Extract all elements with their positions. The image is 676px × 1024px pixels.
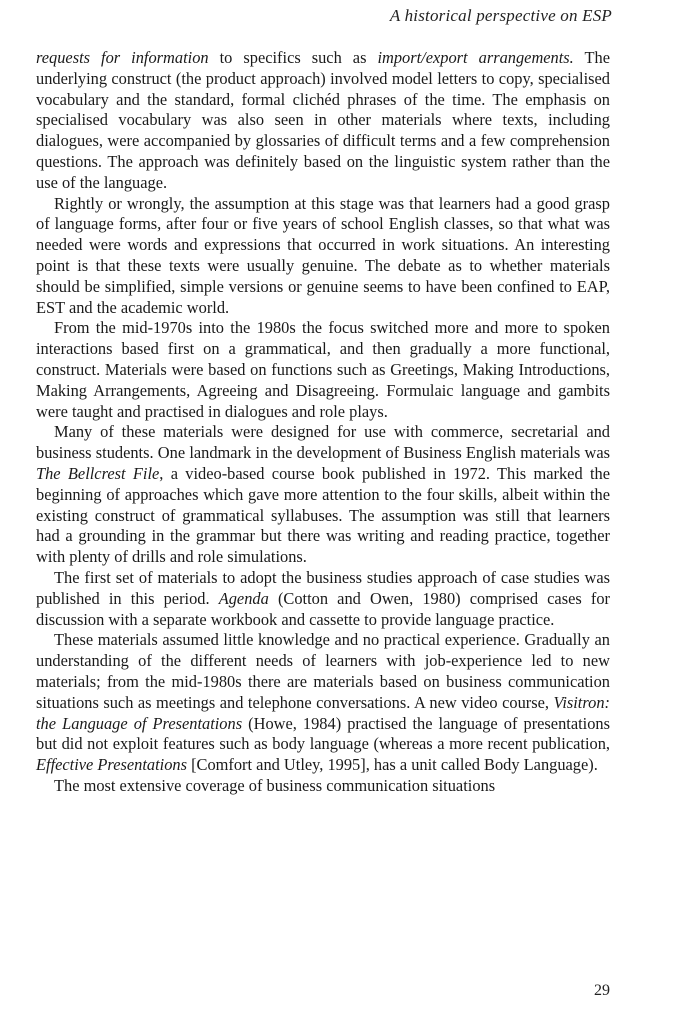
text-run: From the mid-1970s into the 1980s the focus switched more and more to spoken interactions based first on a grammatical, and then gradually a more functional, construct. Materials were based on functions such as Greetings, Making Introductions, Making Arrangements, Agreeing and Disagreeing. Formulaic language and gambits were taught and practised in dialogues and role plays.	[36, 318, 610, 421]
paragraph	[36, 776, 610, 797]
text-run-italic: The Bellcrest File	[36, 463, 160, 483]
text-run: , a video-based course book published in 1972. This marked the beginning of approaches which gave more attention to the four skills, albeit within the existing construct of grammatical syllabuses. The assumption was still that learners had a grounding in the grammar but there was writing and reading practice, together with plenty of drills and role simulations.	[36, 463, 611, 567]
paragraph	[36, 194, 610, 319]
text-run: to specifics such as	[208, 48, 378, 67]
text-run-italic: Effective Presentations	[36, 755, 187, 775]
text-run: The first set of materials to adopt the business studies approach of case studies was published in this period.	[36, 567, 610, 608]
paragraph	[36, 422, 610, 568]
text-run: [Comfort and Utley, 1995], has a unit called Body Language).	[186, 755, 598, 775]
paragraph	[36, 48, 610, 194]
text-run: The underlying construct (the product approach) involved model letters to copy, specialised vocabulary and the standard, formal clichéd phrases of the time. The emphasis on specialised vocabulary was also seen in other materials where texts, including dialogues, were accompanied by glossaries of difficult terms and a few comprehension questions. The approach was definitely based on the linguistic system rather than the use of the language.	[36, 48, 610, 192]
text-run: (Cotton and Owen, 1980) comprised cases for discussion with a separate workbook and cassette to provide language practice.	[36, 588, 610, 629]
paragraph	[36, 318, 610, 422]
paragraph	[36, 568, 610, 630]
text-run-italic: Visitron: the Language of Presentations	[36, 692, 610, 733]
body-text	[36, 48, 610, 797]
paragraph	[36, 630, 610, 776]
text-run: The most extensive coverage of business communication situations	[54, 775, 496, 795]
text-run-italic: Agenda	[218, 588, 269, 608]
text-run: These materials assumed little knowledge and no practical experience. Gradually an understanding of the different needs of learners with job-experience led to new materials; from the mid-1980s there are materials based on business communication situations such as meetings and telephone conversations. A new video course,	[36, 630, 610, 712]
page-number: 29	[594, 982, 610, 999]
text-run-italic: import/export arrangements.	[377, 48, 574, 67]
text-run: Rightly or wrongly, the assumption at this stage was that learners had a good grasp of language forms, after four or five years of school English classes, so that what was needed were words and expressions that occurred in work situations. An interesting point is that these texts were usually genuine. The debate as to whether materials should be simplified, simple versions or genuine seems to have been confined to EAP, EST and the academic world.	[36, 193, 610, 317]
text-run-italic: requests for information	[36, 48, 209, 67]
text-run: Many of these materials were designed for use with commerce, secretarial and business students. One landmark in the development of Business English materials was	[36, 422, 610, 463]
running-head: A historical perspective on ESP	[389, 6, 612, 25]
text-run: (Howe, 1984) practised the language of presentations but did not exploit features such as body language (whereas a more recent publication,	[36, 713, 610, 754]
